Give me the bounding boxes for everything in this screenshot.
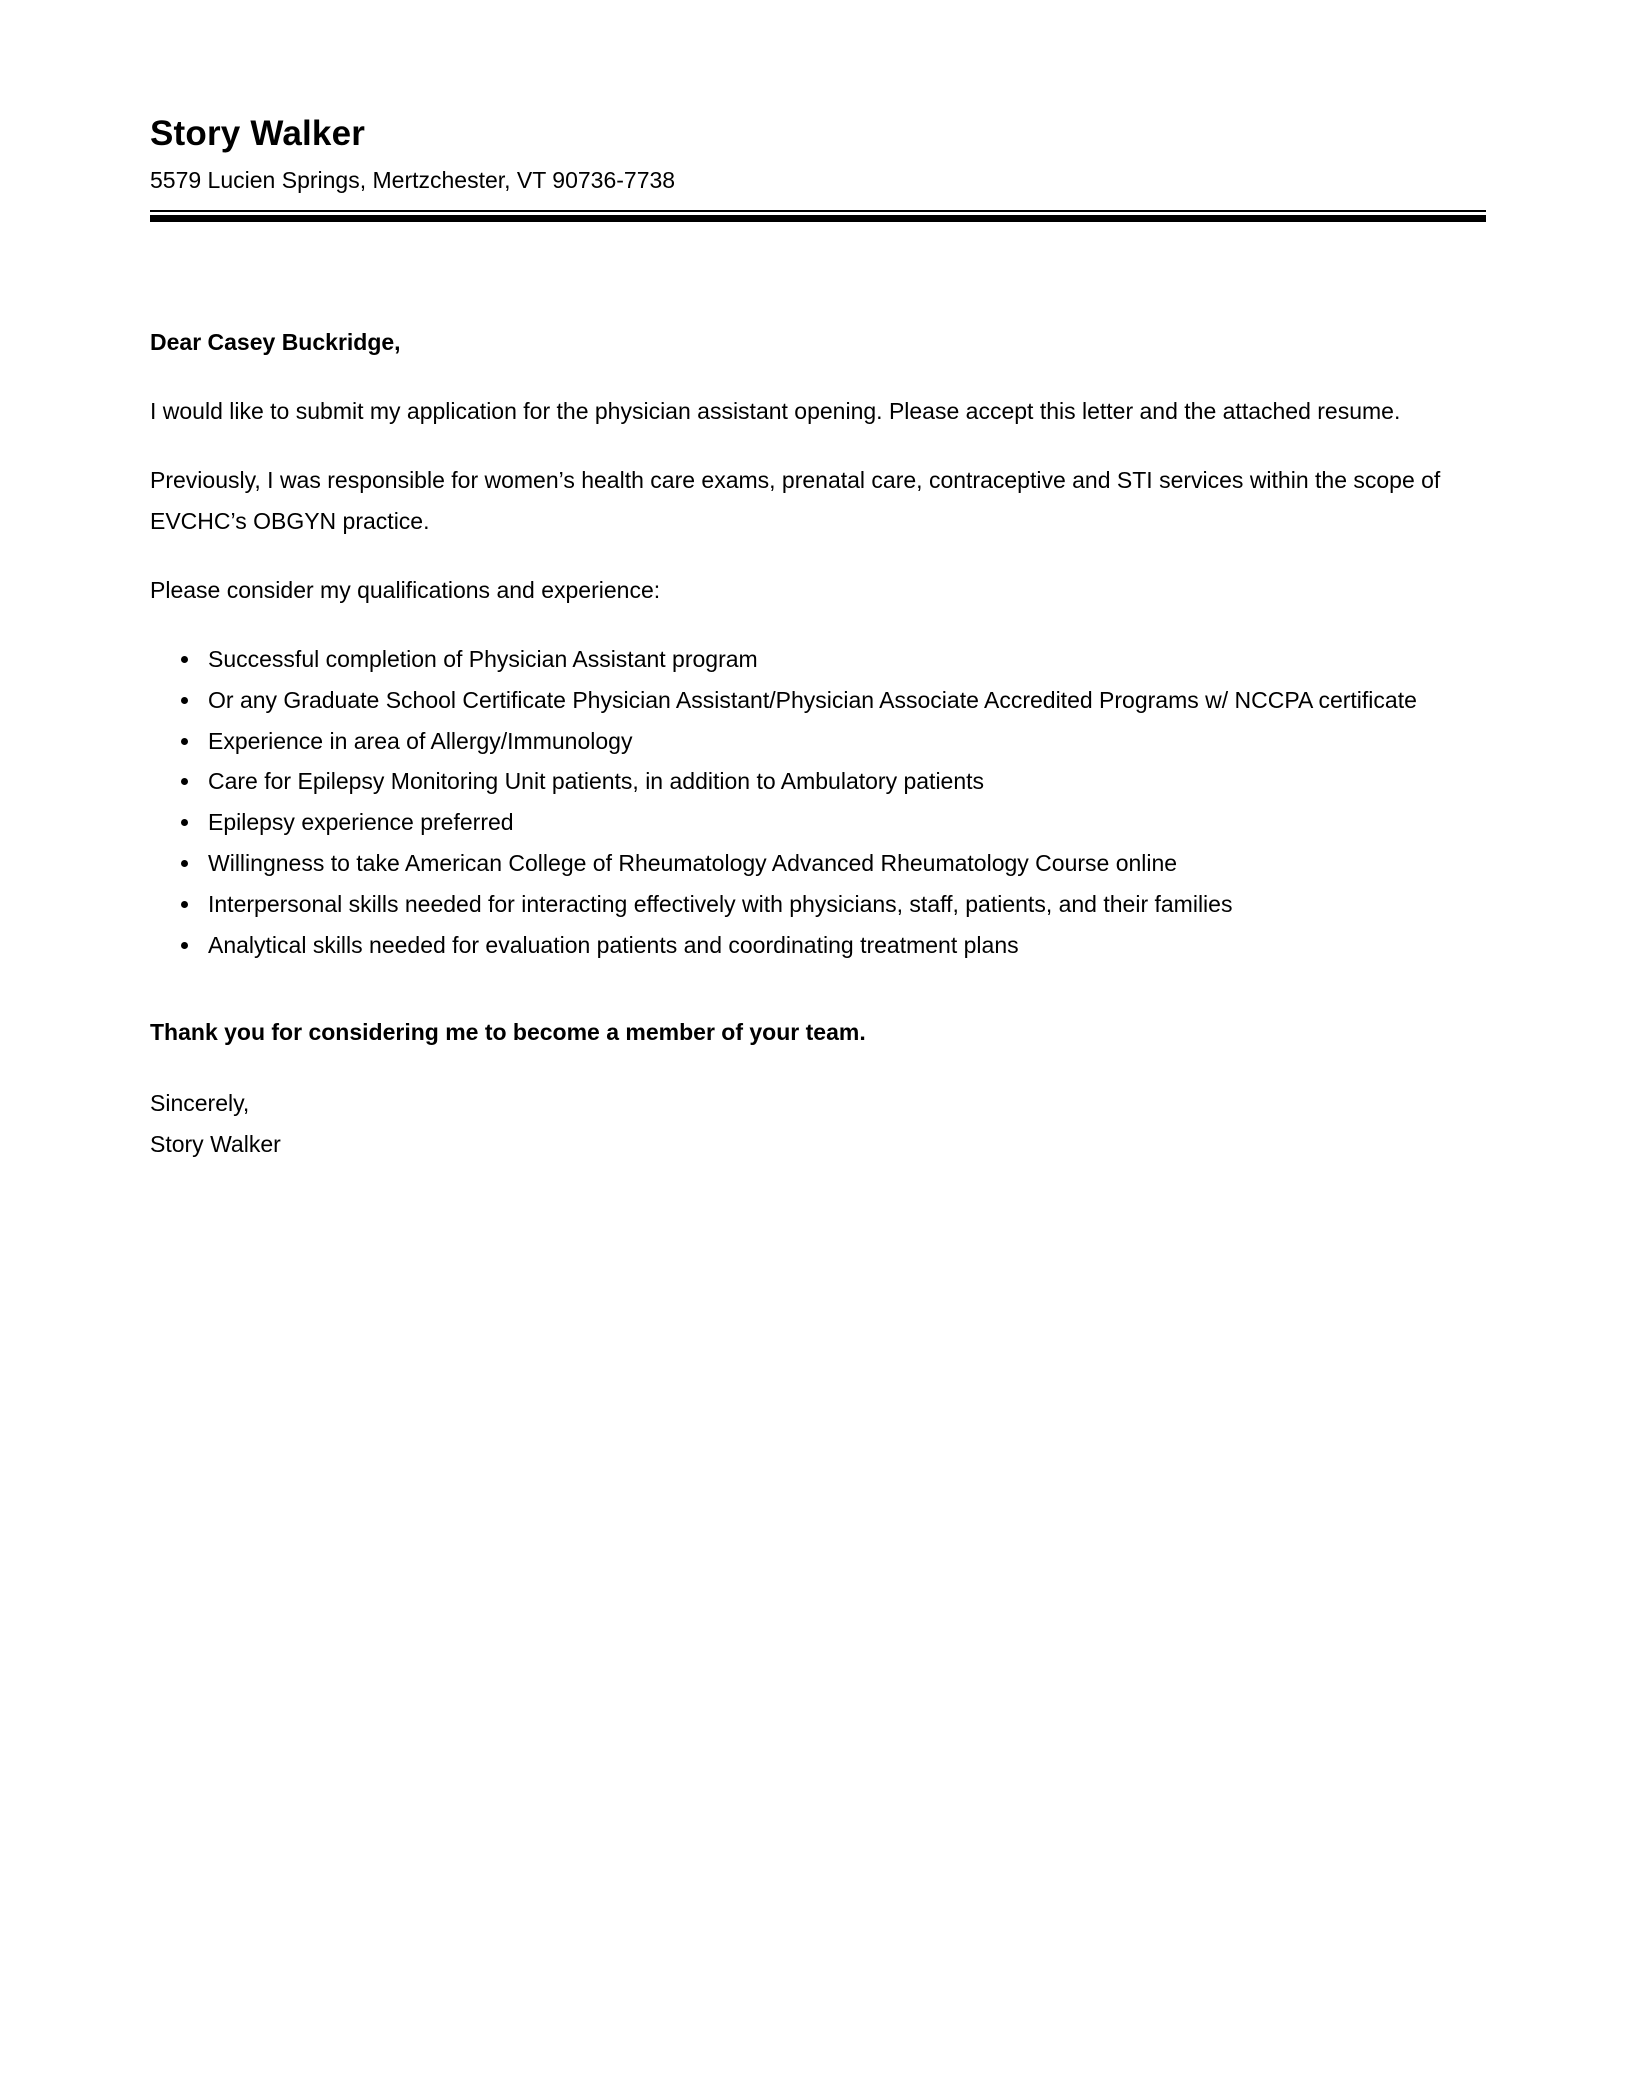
letter-body [150,322,1486,1165]
paragraph-intro: I would like to submit my application for the physician assistant opening. Please accept this letter and the attached resume. [150,397,1401,424]
letter-header [150,112,1486,222]
qualification-item: • Interpersonal skills needed for interacting effectively with physicians, staff, patients, and their families [202,884,1486,925]
header-rule-thick [150,215,1486,222]
qualifications-list [150,639,1486,967]
qualification-item: • Experience in area of Allergy/Immunology [202,721,1486,762]
signoff-block [150,1083,1486,1165]
sender-name: Story Walker [150,114,366,153]
paragraph-experience: Previously, I was responsible for women’s health care exams, prenatal care, contraceptive and STI services within the scope of EVCHC’s OBGYN practice. [150,466,1441,534]
salutation: Dear Casey Buckridge, [150,328,401,355]
qualification-item: • Analytical skills needed for evaluation patients and coordinating treatment plans [202,925,1486,966]
signature: Story Walker [150,1131,281,1157]
qualification-item: • Or any Graduate School Certificate Physician Assistant/Physician Associate Accredited Programs w/ NCCPA certificate [202,680,1486,721]
qualification-item: • Willingness to take American College of Rheumatology Advanced Rheumatology Course online [202,843,1486,884]
qualification-item: • Epilepsy experience preferred [202,802,1486,843]
sender-address: 5579 Lucien Springs, Mertzchester, VT 90736-7738 [150,166,676,193]
closing-valediction: Sincerely, [150,1090,250,1117]
paragraph-qualifications-lead: Please consider my qualifications and experience: [150,576,661,603]
header-rule-thin [150,210,1486,212]
qualification-item: • Care for Epilepsy Monitoring Unit patients, in addition to Ambulatory patients [202,761,1486,802]
closing-thanks: Thank you for considering me to become a member of your team. [150,1019,866,1046]
qualification-item: • Successful completion of Physician Assistant program [202,639,1486,680]
